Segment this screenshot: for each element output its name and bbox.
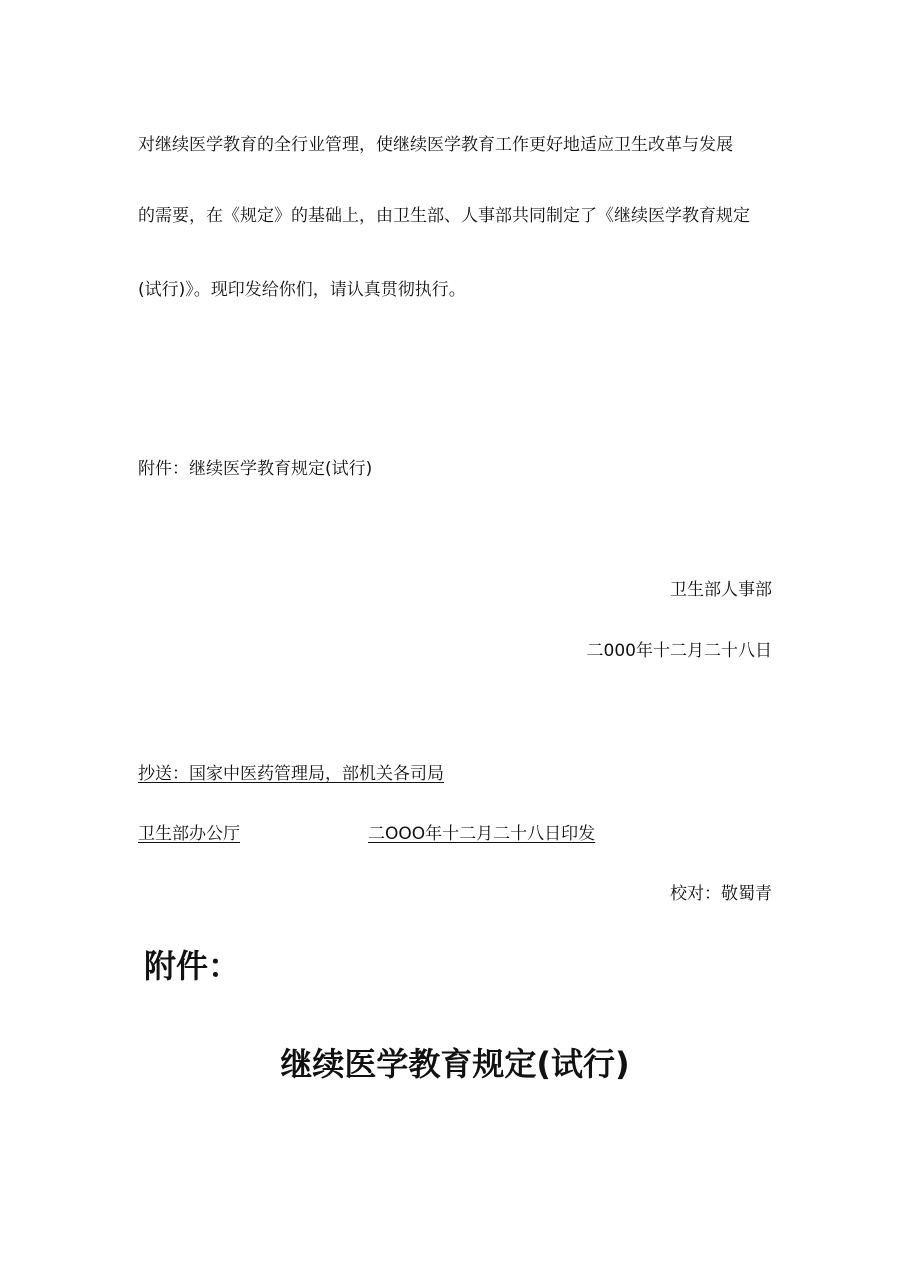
attachment-heading: 附件： <box>144 947 241 985</box>
attachment-note: 附件：继续医学教育规定(试行) <box>138 459 373 479</box>
print-info-line <box>138 823 595 845</box>
issuer-signature: 卫生部人事部 <box>670 580 772 600</box>
issue-date: 二000年十二月二十八日 <box>586 641 772 661</box>
proofreader: 校对：敬蜀青 <box>670 884 772 904</box>
office-name: 卫生部办公厅 <box>138 824 240 844</box>
paragraph-line-2: 的需要，在《规定》的基础上，由卫生部、人事部共同制定了《继续医学教育规定 <box>138 206 750 226</box>
cc-text: 抄送：国家中医药管理局，部机关各司局 <box>138 764 444 784</box>
paragraph-line-1: 对继续医学教育的全行业管理，使继续医学教育工作更好地适应卫生改革与发展 <box>138 135 733 155</box>
cc-line <box>138 763 452 785</box>
attachment-title: 继续医学教育规定(试行) <box>280 1045 630 1083</box>
print-date: 二OOO年十二月二十八日印发 <box>368 824 596 844</box>
paragraph-line-3: (试行)》。现印发给你们，请认真贯彻执行。 <box>138 280 466 300</box>
